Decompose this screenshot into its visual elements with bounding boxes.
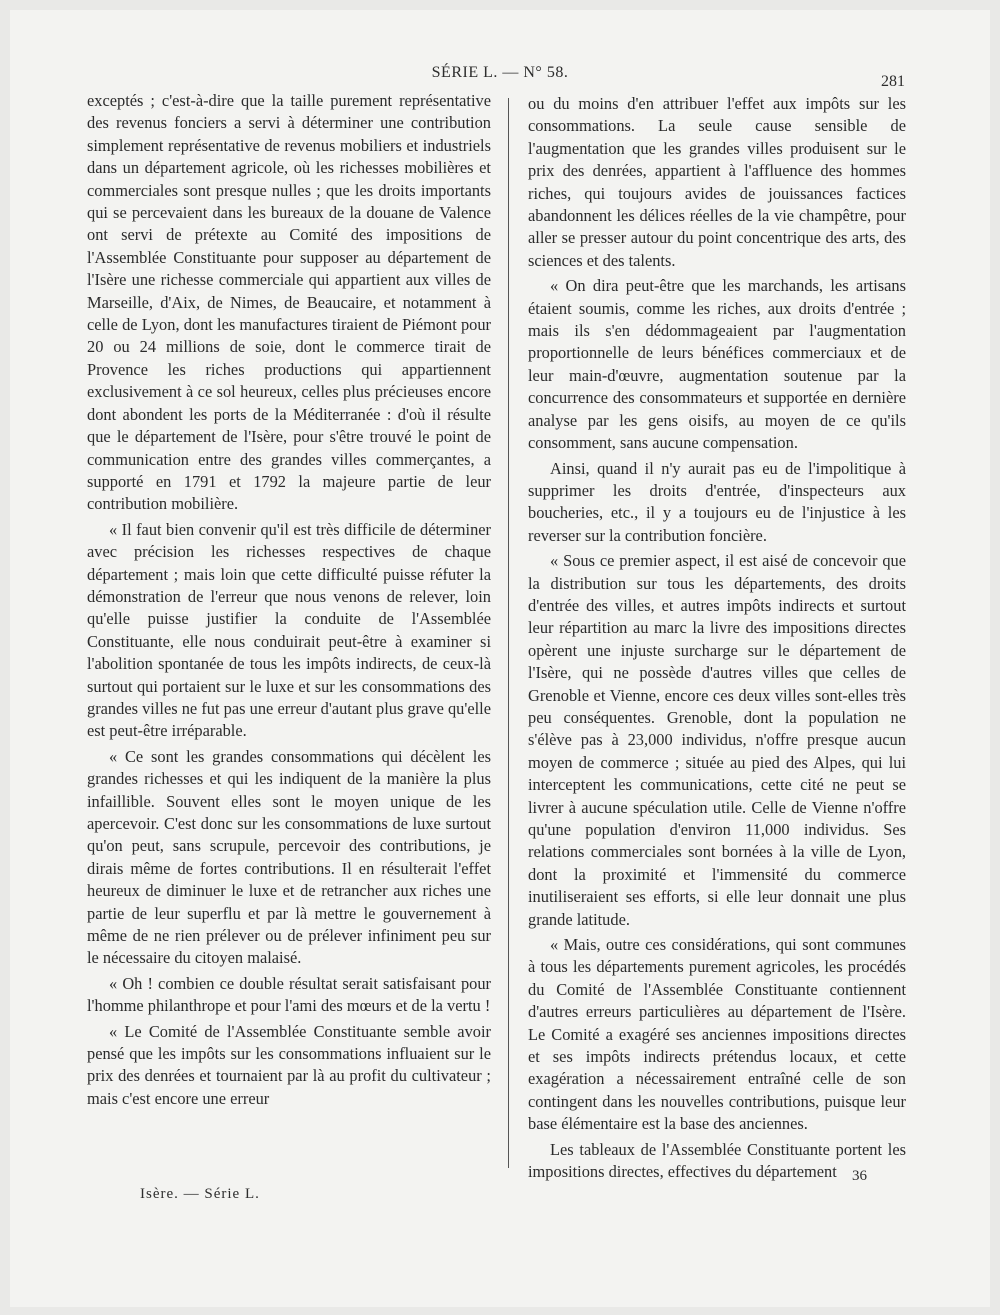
left-column — [87, 90, 491, 1110]
right-column — [528, 93, 906, 1184]
paragraph: « On dira peut-être que les marchands, les artisans étaient soumis, comme les riches, aux droits d'entrée ; mais ils s'en dédommageaient par l'augmentation proportionnelle de leurs bénéfices commerciaux et de leur main-d'œuvre, augmentation soutenue par la concurrence des consommateurs et supportée en dernière analyse par les gens oisifs, au moyen de ce qu'ils consomment, sans aucune compensation. — [528, 276, 906, 453]
running-header: SÉRIE L. — N° 58. — [431, 64, 569, 81]
paragraph: « Ce sont les grandes consommations qui décèlent les grandes richesses et qui les indiquent de la manière la plus infaillible. Souvent elles sont le moyen unique de les apercevoir. C'est donc sur les consommations de luxe surtout qu'on peut, sans scrupule, percevoir des contributions, je dirais même de fortes contributions. Il en résulterait l'effet heureux de diminuer le luxe et de retrancher aux riches une partie de leur superflu et par là mettre le gouvernement à même de ne rien prélever ou de prélever infiniment peu sur le nécessaire du citoyen malaisé. — [87, 746, 491, 968]
column-divider — [508, 98, 509, 1168]
paragraph: Ainsi, quand il n'y aurait pas eu de l'impolitique à supprimer les droits d'entrée, d'inspecteurs aux boucheries, etc., il y a toujours eu de l'injustice à les reverser sur la contribution foncière. — [528, 458, 906, 545]
paragraph: « Sous ce premier aspect, il est aisé de concevoir que la distribution sur tous les départements, des droits d'entrée des villes, et autres impôts indirects et surtout leur répartition au marc la livre des impositions directes opèrent une injuste surcharge sur le département de l'Isère, qui ne possède d'autres villes que celles de Grenoble et Vienne, encore ces deux villes sont-elles très peu conséquentes. Grenoble, dont la population ne s'élève pas à 23,000 individus, n'offre presque aucun moyen de commerce ; située au pied des Alpes, qui lui interceptent les communications, cette cité ne peut se livrer à aucune spéculation utile. Celle de Vienne n'offre qu'une population d'environ 11,000 individus. Ses relations commerciales sont bornées à la ville de Lyon, dont la proximité et l'immensité du commerce inutiliseraient ses efforts, si elle leur donnait une plus grande latitude. — [528, 551, 906, 929]
paragraph: « Le Comité de l'Assemblée Constituante semble avoir pensé que les impôts sur les consommations influaient sur le prix des denrées et tournaient par là au profit du cultivateur ; mais c'est encore une erreur — [87, 1021, 491, 1108]
paragraph: « Oh ! combien ce double résultat serait satisfaisant pour l'homme philanthrope et pour l'ami des mœurs et de la vertu ! — [87, 973, 491, 1016]
paragraph: Les tableaux de l'Assemblée Constituante portent les impositions directes, effectives du département — [528, 1139, 906, 1182]
paragraph: ou du moins d'en attribuer l'effet aux impôts sur les consommations. La seule cause sensible de l'augmentation que les grandes villes produisent sur le prix des denrées, appartient à l'affluence des hommes riches, qui toujours avides de jouissances factices abandonnent les délices réelles de la vie champêtre, pour aller se presser autour du point concentrique des arts, des sciences et des talents. — [528, 94, 906, 270]
paragraph: « Mais, outre ces considérations, qui sont communes à tous les départements purement agricoles, les procédés du Comité de l'Assemblée Constituante contiennent d'autres erreurs particulières au département de l'Isère. Le Comité a exagéré ses anciennes impositions directes et ses impôts indirects prétendus locaux, et cette exagération a nécessairement entraîné celle de son contingent dans les nouvelles contributions, puisque leur base élémentaire est la base des anciennes. — [528, 935, 906, 1134]
page-number: 281 — [881, 73, 905, 90]
paragraph: « Il faut bien convenir qu'il est très difficile de déterminer avec précision les richesses respectives de chaque département ; mais loin que cette difficulté puisse réfuter la démonstration de l'erreur que nous venons de relever, loin qu'elle puisse justifier la conduite de l'Assemblée Constituante, elle nous conduirait peut-être à examiner si l'abolition spontanée de tous les impôts indirects, de ceux-là surtout qui portaient sur le luxe et sur les consommations des grandes villes ne fut pas une erreur d'autant plus grave qu'elle est peut-être irréparable. — [87, 519, 491, 741]
footer-series: Isère. — Série L. — [140, 1186, 260, 1202]
paragraph: exceptés ; c'est-à-dire que la taille purement représentative des revenus fonciers a servi à déterminer une contribution simplement représentative de revenus mobiliers et industriels dans un département agricole, où les richesses mobilières et commerciales sont presque nulles ; que les droits importants qui se percevaient dans les bureaux de la douane de Valence ont servi de prétexte au Comité des impositions de l'Assemblée Constituante pour supposer au département de l'Isère une richesse commerciale qui appartient aux villes de Marseille, d'Aix, de Nimes, de Beaucaire, et notamment à celle de Lyon, dont les manufactures tiraient de Piémont pour 20 ou 24 millions de soie, dont le commerce tirait de Provence les riches productions qui appartiennent exclusivement à ce sol heureux, celles plus précieuses encore dont abondent les ports de la Méditerranée : d'où il résulte que le département de l'Isère, pour s'être trouvé le point de communication entre des grandes villes commerçantes, a supporté en 1791 et 1792 la majeure partie de leur contribution mobilière. — [87, 91, 491, 514]
footer-signature: 36 — [852, 1168, 867, 1184]
